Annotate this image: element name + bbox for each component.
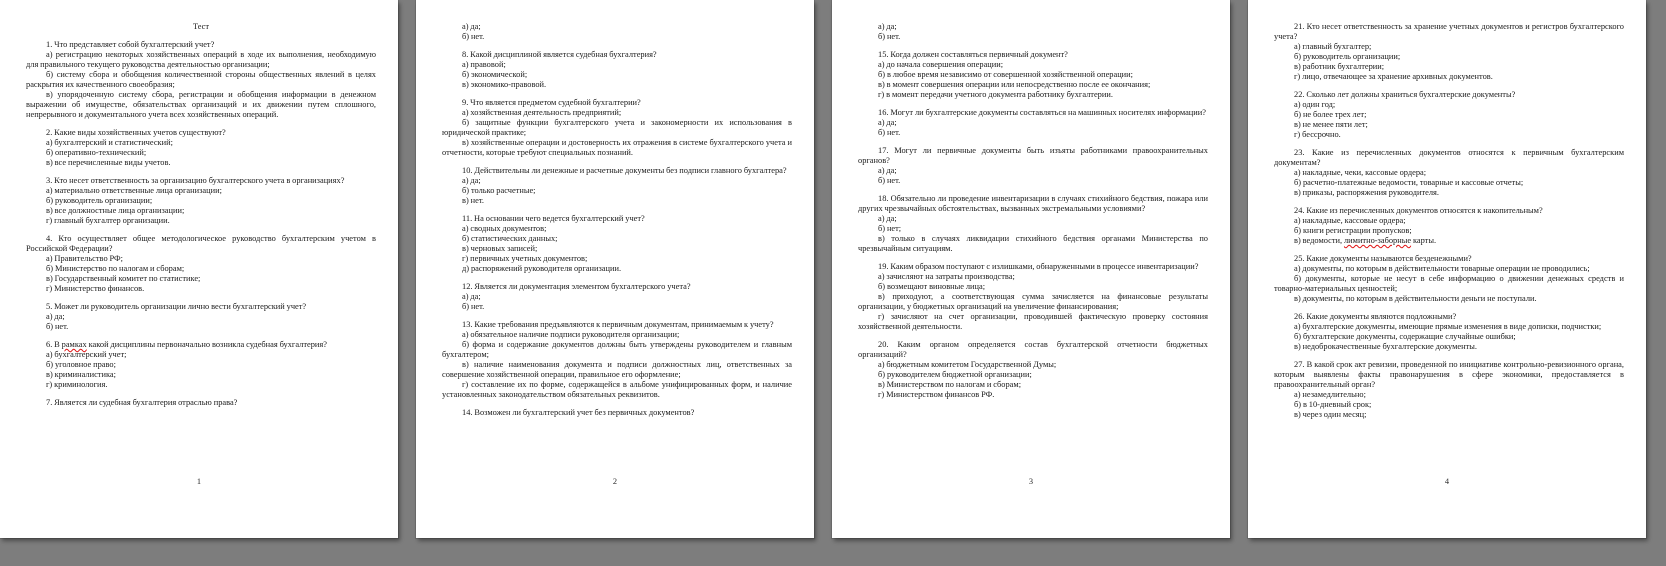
option-text: в) не менее пяти лет; xyxy=(1294,120,1368,129)
question-text: 22. Сколько лет должны храниться бухгалтерские документы? xyxy=(1294,90,1516,99)
option-text: а) главный бухгалтер; xyxy=(1294,42,1372,51)
option-text: а) документы, по которым в действительности товарные операции не проводились; xyxy=(1294,264,1590,273)
option-text: б) нет. xyxy=(878,128,901,137)
option-text: а) хозяйственная деятельность предприятий; xyxy=(462,108,622,117)
option-text: в) экономико-правовой. xyxy=(462,80,547,89)
option-text: а) бухгалтерские документы, имеющие прямые изменения в виде дописки, подчистки; xyxy=(1294,322,1602,331)
option-text: а) регистрацию некоторых хозяйственных операций в ходе их выполнения, необходимую для правильного текущего руководства деятельностью организации; xyxy=(26,50,376,69)
option-text: г) Министерство финансов. xyxy=(46,284,145,293)
option-text: б) нет. xyxy=(462,32,485,41)
question-text: 4. Кто осуществляет общее методологическое руководство бухгалтерским учетом в Российской Федерации? xyxy=(26,234,376,253)
document-page-2[interactable] xyxy=(416,0,814,538)
option-text: в) Министерством по налогам и сборам; xyxy=(878,380,1022,389)
option-text: в) криминалистика; xyxy=(46,370,116,379)
option-text: б) нет. xyxy=(46,322,69,331)
option-text: в) приходуют, а соответствующая сумма зачисляется на финансовые результаты организации, у бюджетных организаций на увеличение финансирования; xyxy=(858,292,1208,311)
option-text: б) статистических данных; xyxy=(462,234,558,243)
option-text: г) криминология. xyxy=(46,380,108,389)
question-text: 20. Каким органом определяется состав бухгалтерской отчетности бюджетных организаций? xyxy=(858,340,1208,359)
question-text: 16. Могут ли бухгалтерские документы составляться на машинных носителях информации? xyxy=(878,108,1206,117)
option-text: б) форма и содержание документов должны быть утверждены руководителем и главным бухгалтером; xyxy=(442,340,792,359)
question-text: 14. Возможен ли бухгалтерский учет без первичных документов? xyxy=(462,408,695,417)
document-page-3[interactable] xyxy=(832,0,1230,538)
question-text: 5. Может ли руководитель организации лично вести бухгалтерский учет? xyxy=(46,302,307,311)
page-content xyxy=(1274,22,1624,420)
option-text: б) в 10-дневный срок; xyxy=(1294,400,1372,409)
option-text: а) да; xyxy=(878,22,897,31)
option-text: а) незамедлительно; xyxy=(1294,390,1366,399)
option-text: а) бухгалтерский и статистический; xyxy=(46,138,173,147)
question-text: 9. Что является предметом судебной бухгалтерии? xyxy=(462,98,641,107)
option-text: б) защитные функции бухгалтерского учета и закономерности их использования в юридической практике; xyxy=(442,118,792,137)
option-text: г) первичных учетных документов; xyxy=(462,254,588,263)
option-text: б) руководитель организации; xyxy=(1294,52,1401,61)
spellcheck-word: рамках xyxy=(61,340,87,349)
spellcheck-word: лимитно-заборные xyxy=(1343,236,1412,245)
page-content xyxy=(858,22,1208,400)
option-text: в) работник бухгалтерии; xyxy=(1294,62,1385,71)
page-content xyxy=(442,22,792,418)
question-text: 13. Какие требования предъявляются к первичным документам, принимаемым к учету? xyxy=(462,320,774,329)
option-text: в) в момент совершения операции или непосредственно после ее окончания; xyxy=(878,80,1151,89)
option-text: г) лицо, отвечающее за хранение архивных документов. xyxy=(1294,72,1493,81)
option-text: а) бюджетным комитетом Государственной Думы; xyxy=(878,360,1057,369)
option-text: а) да; xyxy=(462,22,481,31)
page-number: 4 xyxy=(1444,477,1450,486)
option-text: а) Правительство РФ; xyxy=(46,254,123,263)
document-page-1[interactable] xyxy=(0,0,398,538)
option-text: в) все перечисленные виды учетов. xyxy=(46,158,171,167)
option-text: в) ведомости, лимитно-заборные карты. xyxy=(1294,236,1437,245)
option-text: г) составление их по форме, содержащейся в альбоме унифицированных форм, и наличие установленных законодательством обязательных реквизитов. xyxy=(442,380,792,399)
question-text: 11. На основании чего ведется бухгалтерский учет? xyxy=(462,214,645,223)
document-page-4[interactable] xyxy=(1248,0,1646,538)
option-text: в) наличие наименования документа и подписи должностных лиц, ответственных за совершение хозяйственной операции, правильное его оформление; xyxy=(442,360,792,379)
option-text: в) Государственный комитет по статистике; xyxy=(46,274,201,283)
option-text: а) зачисляют на затраты производства; xyxy=(878,272,1015,281)
question-text: 27. В какой срок акт ревизии, проведенной по инициативе контрольно-ревизионного органа, которым выявлены факты правонарушения в сфере экономики, предоставляется в правоохранительный орган? xyxy=(1274,360,1624,389)
page-number: 2 xyxy=(612,477,618,486)
option-text: а) один год; xyxy=(1294,100,1336,109)
question-text: 17. Могут ли первичные документы быть изъяты работниками правоохранительных органов? xyxy=(858,146,1208,165)
page-number: 1 xyxy=(196,477,202,486)
option-text: б) документы, которые не несут в себе информацию о движении денежных средств и товарно-материальных ценностей; xyxy=(1274,274,1624,293)
option-text: б) нет. xyxy=(462,302,485,311)
option-text: а) да; xyxy=(462,292,481,301)
option-text: а) накладные, кассовые ордера; xyxy=(1294,216,1406,225)
option-text: г) в момент передачи учетного документа работнику бухгалтерии. xyxy=(878,90,1113,99)
question-text: 19. Каким образом поступают с излишками, обнаруженными в процессе инвентаризации? xyxy=(878,262,1199,271)
option-text: а) правовой; xyxy=(462,60,506,69)
question-text: 7. Является ли судебная бухгалтерия отраслью права? xyxy=(46,398,238,407)
question-text: 1. Что представляет собой бухгалтерский учет? xyxy=(46,40,215,49)
option-text: а) да; xyxy=(878,118,897,127)
option-text: а) да; xyxy=(878,214,897,223)
question-text: 10. Действительны ли денежные и расчетные документы без подписи главного бухгалтера? xyxy=(462,166,787,175)
option-text: г) главный бухгалтер организации. xyxy=(46,216,170,225)
question-text: 8. Какой дисциплиной является судебная бухгалтерия? xyxy=(462,50,657,59)
option-text: в) нет. xyxy=(462,196,484,205)
option-text: б) не более трех лет; xyxy=(1294,110,1367,119)
option-text: в) черновых записей; xyxy=(462,244,538,253)
option-text: в) упорядоченную систему сбора, регистрации и обобщения информации в денежном выражении об имуществе, обязательствах организаций и их движении путем сплошного, непрерывного и документального учета всех хозяйственных операций. xyxy=(26,90,376,119)
option-text: б) руководитель организации; xyxy=(46,196,153,205)
option-text: в) приказы, распоряжения руководителя. xyxy=(1294,188,1439,197)
option-text: а) обязательное наличие подписи руководителя организации; xyxy=(462,330,680,339)
option-text: в) только в случаях ликвидации стихийного бедствия органами Министерства по чрезвычайным ситуациям. xyxy=(858,234,1208,253)
option-text: б) систему сбора и обобщения количественной стороны общественных явлений в целях раскрытия их качественного своеобразия; xyxy=(26,70,376,89)
option-text: а) до начала совершения операции; xyxy=(878,60,1004,69)
option-text: в) документы, по которым в действительности деньги не поступали. xyxy=(1294,294,1537,303)
option-text: б) руководителем бюджетной организации; xyxy=(878,370,1032,379)
option-text: в) все должностные лица организации; xyxy=(46,206,185,215)
option-text: а) накладные, чеки, кассовые ордера; xyxy=(1294,168,1427,177)
option-text: б) нет; xyxy=(878,224,902,233)
option-text: а) материально ответственные лица организации; xyxy=(46,186,222,195)
option-text: а) да; xyxy=(462,176,481,185)
option-text: б) оперативно-технический; xyxy=(46,148,147,157)
question-text: 25. Какие документы называются безденежными? xyxy=(1294,254,1472,263)
option-text: г) зачисляют на счет организации, проводившей фактическую проверку состояния хозяйственной деятельности. xyxy=(858,312,1208,331)
option-text: г) бессрочно. xyxy=(1294,130,1341,139)
option-text: б) уголовное право; xyxy=(46,360,116,369)
question-text: 23. Какие из перечисленных документов относятся к первичным бухгалтерским документам? xyxy=(1274,148,1624,167)
question-text: 21. Кто несет ответственность за хранение учетных документов и регистров бухгалтерского учета? xyxy=(1274,22,1624,41)
page-content xyxy=(26,22,376,408)
question-text: 2. Какие виды хозяйственных учетов существуют? xyxy=(46,128,226,137)
option-text: б) экономической; xyxy=(462,70,528,79)
option-text: в) хозяйственные операции и достоверность их отражения в системе бухгалтерского учета и отчетности, которые требуют специальных познаний. xyxy=(442,138,792,157)
question-text: 3. Кто несет ответственность за организацию бухгалтерского учета в организациях? xyxy=(46,176,345,185)
option-text: б) нет. xyxy=(878,176,901,185)
option-text: в) через один месяц; xyxy=(1294,410,1367,419)
option-text: а) да; xyxy=(878,166,897,175)
option-text: б) книги регистрации пропусков; xyxy=(1294,226,1412,235)
option-text: в) недоброкачественные бухгалтерские документы. xyxy=(1294,342,1477,351)
option-text: а) да; xyxy=(46,312,65,321)
option-text: б) нет. xyxy=(878,32,901,41)
option-text: д) распоряжений руководителя организации. xyxy=(462,264,622,273)
option-text: б) возмещают виновные лица; xyxy=(878,282,986,291)
question-text: 24. Какие из перечисленных документов относятся к накопительным? xyxy=(1294,206,1543,215)
option-text: б) бухгалтерские документы, содержащие случайные ошибки; xyxy=(1294,332,1516,341)
option-text: б) расчетно-платежные ведомости, товарные и кассовые отчеты; xyxy=(1294,178,1524,187)
option-text: г) Министерством финансов РФ. xyxy=(878,390,995,399)
option-text: б) только расчетные; xyxy=(462,186,536,195)
option-text: б) в любое время независимо от совершенной хозяйственной операции; xyxy=(878,70,1133,79)
option-text: а) бухгалтерский учет; xyxy=(46,350,127,359)
question-text: 6. В рамках какой дисциплины первоначально возникла судебная бухгалтерия? xyxy=(46,340,327,349)
doc-title: Тест xyxy=(192,22,210,31)
option-text: б) Министерство по налогам и сборам; xyxy=(46,264,185,273)
question-text: 12. Является ли документация элементом бухгалтерского учета? xyxy=(462,282,691,291)
page-number: 3 xyxy=(1028,477,1034,486)
option-text: а) сводных документов; xyxy=(462,224,547,233)
question-text: 15. Когда должен составляться первичный документ? xyxy=(878,50,1068,59)
question-text: 26. Какие документы являются подложными? xyxy=(1294,312,1457,321)
question-text: 18. Обязательно ли проведение инвентаризации в случаях стихийного бедствия, пожара или других чрезвычайных обстоятельствах, вызванных экстремальными условиями? xyxy=(858,194,1208,213)
